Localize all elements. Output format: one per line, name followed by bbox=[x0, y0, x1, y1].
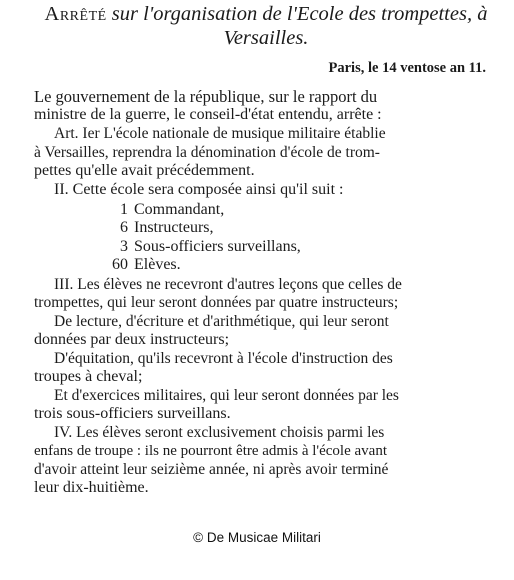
composition-label: Elèves. bbox=[134, 256, 181, 273]
text-line: ministre de la guerre, le conseil-d'état entendu, arrête : bbox=[34, 106, 382, 123]
title-rest: sur l'organisation de l'Ecole des trompettes, à Versailles. bbox=[106, 3, 488, 49]
scanned-page bbox=[14, 0, 504, 505]
text-line: pettes qu'elle avait précédemment. bbox=[34, 162, 255, 179]
text-line: d'avoir atteint leur seizième année, ni après avoir terminé bbox=[34, 461, 389, 478]
composition-count: 3 bbox=[120, 238, 128, 255]
dateline: Paris, le 14 ventose an 11. bbox=[328, 60, 486, 76]
document-title bbox=[36, 2, 496, 50]
text-line: troupes à cheval; bbox=[34, 368, 143, 385]
composition-item bbox=[104, 238, 301, 256]
composition-count: 60 bbox=[112, 256, 128, 273]
composition-count: 1 bbox=[120, 201, 128, 218]
text-line: II. Cette école sera composée ainsi qu'il suit : bbox=[54, 181, 344, 198]
text-line: à Versailles, reprendra la dénomination d'école de trom- bbox=[34, 144, 380, 161]
text-line: III. Les élèves ne recevront d'autres leçons que celles de bbox=[54, 276, 402, 293]
text-line: données par deux instructeurs; bbox=[34, 331, 230, 348]
text-line: Art. Ier L'école nationale de musique militaire établie bbox=[54, 125, 386, 142]
text-line: trompettes, qui leur seront données par quatre instructeurs; bbox=[34, 294, 399, 311]
text-line: leur dix-huitième. bbox=[34, 479, 149, 496]
composition-label: Commandant, bbox=[134, 201, 225, 218]
text-line: IV. Les élèves seront exclusivement choisis parmi les bbox=[54, 424, 385, 441]
text-line: trois sous-officiers surveillans. bbox=[34, 405, 231, 422]
composition-item bbox=[104, 219, 214, 237]
text-line: Et d'exercices militaires, qui leur seront données par les bbox=[54, 387, 399, 404]
composition-item bbox=[104, 201, 224, 219]
text-line: De lecture, d'écriture et d'arithmétique, qui leur seront bbox=[54, 313, 389, 330]
title-lead: Arrêté bbox=[44, 3, 107, 25]
copyright-credit: © De Musicae Militari bbox=[193, 530, 321, 545]
composition-item bbox=[104, 256, 181, 274]
composition-label: Sous-officiers surveillans, bbox=[134, 238, 301, 255]
composition-label: Instructeurs, bbox=[134, 219, 214, 236]
text-line: D'équitation, qu'ils recevront à l'école d'instruction des bbox=[54, 350, 393, 367]
composition-count: 6 bbox=[120, 219, 128, 236]
text-line: Le gouvernement de la république, sur le rapport du bbox=[34, 87, 378, 106]
text-line: enfans de troupe : ils ne pourront être admis à l'école avant bbox=[34, 443, 387, 459]
